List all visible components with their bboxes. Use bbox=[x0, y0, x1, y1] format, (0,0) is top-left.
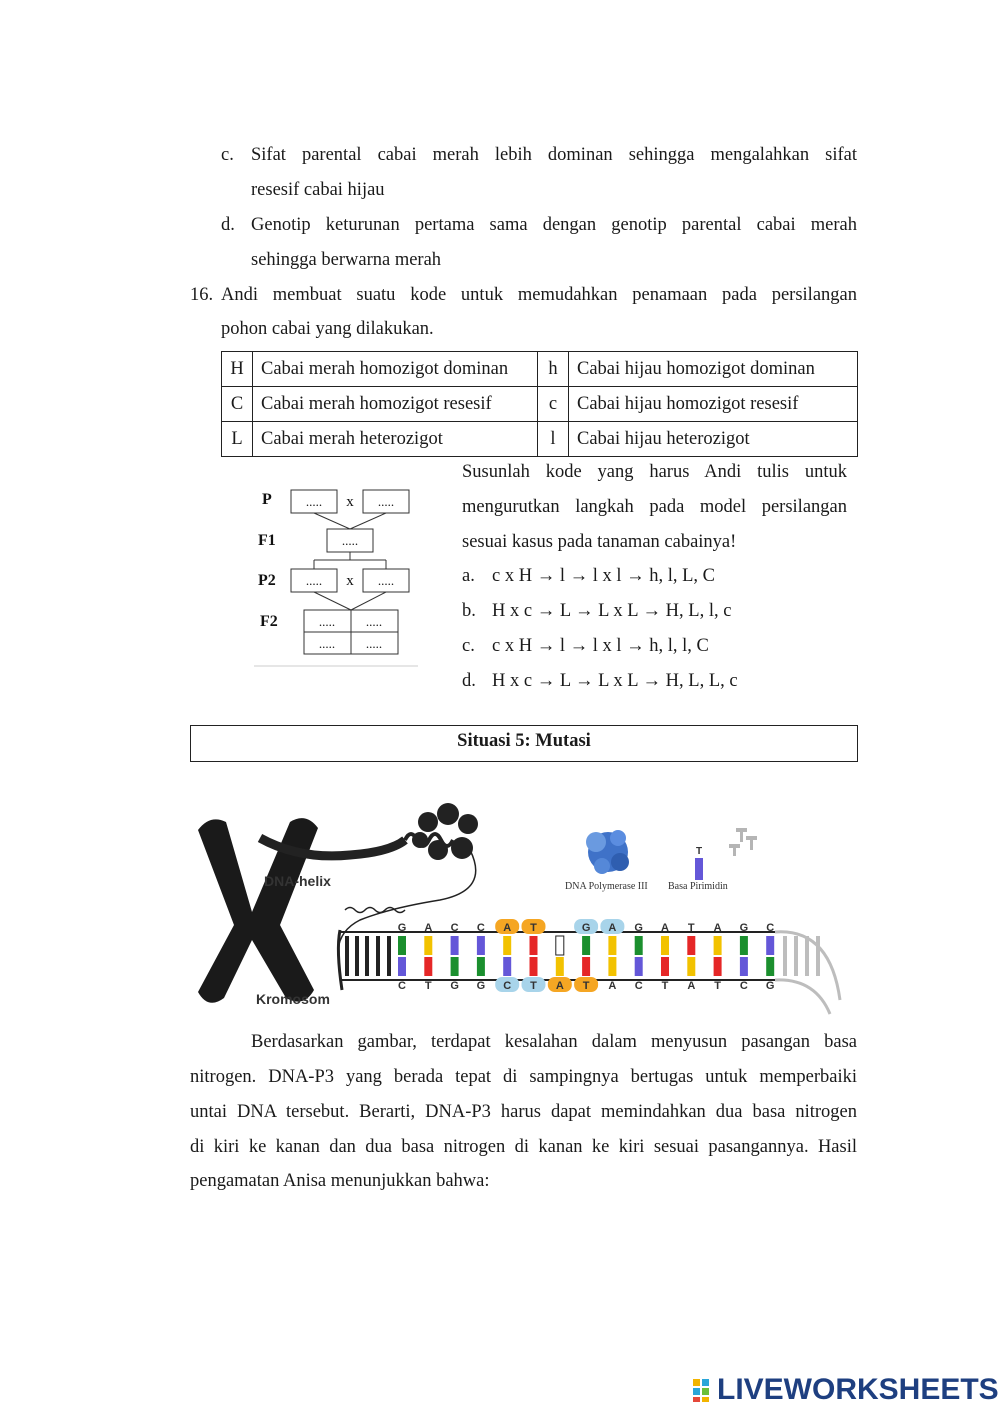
situation-title: Situasi 5: Mutasi bbox=[190, 725, 858, 762]
top-base-letter: C bbox=[766, 922, 775, 934]
top-base-letter: A bbox=[424, 922, 433, 934]
top-base-letter: T bbox=[687, 922, 695, 934]
bottom-base-mark bbox=[714, 957, 722, 976]
cross-diagram bbox=[250, 480, 422, 670]
pyrimidine-base-mark bbox=[695, 858, 703, 880]
diagram-cross: x bbox=[346, 573, 354, 589]
bottom-base-letter: T bbox=[714, 980, 721, 992]
top-base-mark bbox=[451, 936, 459, 955]
dna-ladder bbox=[338, 919, 840, 1014]
bottom-base-letter: T bbox=[530, 980, 537, 992]
top-base-mark bbox=[766, 936, 774, 955]
top-base-mark bbox=[503, 936, 511, 955]
top-base-letter: G bbox=[634, 922, 643, 934]
top-base-letter: A bbox=[713, 922, 722, 934]
top-base-letter: G bbox=[397, 922, 407, 934]
bottom-base-mark bbox=[451, 957, 459, 976]
code-table-row bbox=[222, 352, 858, 387]
top-base-mark bbox=[424, 936, 432, 955]
code-description-cell: Cabai hijau homozigot dominan bbox=[569, 352, 858, 387]
dna-helix-label: DNA-helix bbox=[264, 873, 331, 889]
answer-text: H x c → L → L x L → H, L, l, c bbox=[492, 601, 732, 621]
top-base-letter: C bbox=[476, 922, 485, 934]
code-description-cell: Cabai hijau heterozigot bbox=[569, 422, 858, 457]
option-letter: c. bbox=[221, 145, 234, 165]
bottom-base-letter: A bbox=[608, 980, 617, 992]
paragraph-line: pengamatan Anisa menunjukkan bahwa: bbox=[190, 1171, 490, 1191]
paragraph-line: di kiri ke kanan dan dua basa nitrogen di kanan ke kiri sesuai pasangannya. Hasil bbox=[190, 1137, 857, 1157]
kromosom-label: Kromosom bbox=[256, 991, 330, 1007]
bottom-base-mark bbox=[398, 957, 406, 976]
answer-letter: b. bbox=[462, 601, 476, 621]
diagram-blank: ..... bbox=[305, 494, 323, 509]
code-table bbox=[221, 351, 858, 457]
paragraph-line: Berdasarkan gambar, terdapat kesalahan dalam menyusun pasangan basa bbox=[251, 1032, 857, 1052]
diagram-blank: ..... bbox=[365, 636, 383, 651]
top-base-mark bbox=[687, 936, 695, 955]
diagram-blank: ..... bbox=[341, 533, 359, 548]
bottom-base-mark bbox=[556, 957, 564, 976]
liveworksheets-logo-icon bbox=[693, 1377, 717, 1403]
basa-pirimidin-label: Basa Pirimidin bbox=[668, 881, 728, 892]
diagram-label-p: P bbox=[262, 491, 272, 508]
bottom-base-letter: T bbox=[424, 980, 432, 992]
bottom-base-letter: G bbox=[450, 980, 459, 992]
bottom-base-mark bbox=[635, 957, 643, 976]
diagram-blank: ..... bbox=[365, 614, 383, 629]
bottom-base-letter: C bbox=[739, 980, 748, 992]
top-base-mark bbox=[398, 936, 406, 955]
bottom-base-letter: G bbox=[765, 980, 775, 992]
top-base-mark bbox=[635, 936, 643, 955]
bottom-base-mark bbox=[687, 957, 695, 976]
polymerase-label: DNA Polymerase III bbox=[565, 881, 648, 892]
paragraph-line: nitrogen. DNA-P3 yang berada tepat di sampingnya bertugas untuk memperbaiki bbox=[190, 1067, 857, 1087]
answer-letter: d. bbox=[462, 671, 476, 691]
top-base-mark bbox=[740, 936, 748, 955]
top-base-letter: G bbox=[581, 922, 591, 934]
bottom-base-letter: A bbox=[687, 980, 696, 992]
top-base-mark bbox=[530, 936, 538, 955]
option-text-line: Sifat parental cabai merah lebih dominan sehingga mengalahkan sifat bbox=[251, 145, 857, 165]
bottom-base-letter: C bbox=[634, 980, 643, 992]
top-base-letter: C bbox=[450, 922, 459, 934]
bottom-base-mark bbox=[503, 957, 511, 976]
option-text-line: Genotip keturunan pertama sama dengan genotip parental cabai merah bbox=[251, 215, 857, 235]
chromosome-image bbox=[198, 818, 318, 1003]
code-key-cell: l bbox=[538, 422, 569, 457]
dna-polymerase-image bbox=[586, 830, 629, 874]
bottom-base-mark bbox=[740, 957, 748, 976]
diagram-cross: x bbox=[346, 494, 354, 510]
bottom-base-mark bbox=[424, 957, 432, 976]
liveworksheets-brand: LIVEWORKSHEETS bbox=[717, 1373, 999, 1406]
bottom-base-mark bbox=[608, 957, 616, 976]
option-text-line: resesif cabai hijau bbox=[251, 180, 385, 200]
top-base-mark bbox=[582, 936, 590, 955]
bottom-base-letter: C bbox=[398, 980, 406, 992]
code-key-cell: c bbox=[538, 387, 569, 422]
question-prompt-line: mengurutkan langkah pada model persilangan bbox=[462, 497, 847, 517]
code-table-row bbox=[222, 422, 858, 457]
code-description-cell: Cabai hijau homozigot resesif bbox=[569, 387, 858, 422]
top-base-mark bbox=[477, 936, 485, 955]
diagram-label-f1: F1 bbox=[258, 532, 276, 549]
answer-letter: a. bbox=[462, 566, 475, 586]
answer-letter: c. bbox=[462, 636, 475, 656]
question-text-line: Andi membuat suatu kode untuk memudahkan penamaan pada persilangan bbox=[221, 285, 857, 305]
bottom-base-letter: C bbox=[503, 980, 512, 992]
question-prompt-line: Susunlah kode yang harus Andi tulis untuk bbox=[462, 462, 847, 482]
basa-letter: T bbox=[695, 846, 703, 857]
top-base-letter: G bbox=[739, 922, 749, 934]
bottom-base-mark bbox=[766, 957, 774, 976]
code-description-cell: Cabai merah homozigot dominan bbox=[253, 352, 538, 387]
diagram-label-p2: P2 bbox=[258, 572, 276, 589]
bottom-base-mark bbox=[661, 957, 669, 976]
code-key-cell: H bbox=[222, 352, 253, 387]
code-description-cell: Cabai merah heterozigot bbox=[253, 422, 538, 457]
bottom-base-mark bbox=[530, 957, 538, 976]
dna-figure bbox=[190, 800, 850, 1022]
liveworksheets-logo[interactable] bbox=[693, 1372, 999, 1408]
answer-text: c x H → l → l x l → h, l, l, C bbox=[492, 636, 709, 656]
bottom-base-letter: G bbox=[476, 980, 486, 992]
top-base-letter: A bbox=[661, 922, 669, 934]
diagram-label-f2: F2 bbox=[260, 613, 278, 630]
diagram-blank: ..... bbox=[305, 573, 323, 588]
top-base-mark bbox=[556, 936, 564, 955]
top-base-mark bbox=[608, 936, 616, 955]
top-base-letter: A bbox=[503, 922, 512, 934]
question-prompt-line: sesuai kasus pada tanaman cabainya! bbox=[462, 532, 737, 552]
paragraph-line: untai DNA tersebut. Berarti, DNA-P3 harus dapat memindahkan dua basa nitrogen bbox=[190, 1102, 857, 1122]
top-base-mark bbox=[661, 936, 669, 955]
top-base-letter: A bbox=[608, 922, 617, 934]
top-base-letter: T bbox=[530, 922, 537, 934]
bottom-base-letter: T bbox=[661, 980, 669, 992]
code-table-row bbox=[222, 387, 858, 422]
answer-text: c x H → l → l x l → h, l, L, C bbox=[492, 566, 716, 586]
diagram-blank: ..... bbox=[318, 636, 336, 651]
diagram-blank: ..... bbox=[377, 494, 395, 509]
code-description-cell: Cabai merah homozigot resesif bbox=[253, 387, 538, 422]
question-number: 16. bbox=[190, 285, 214, 305]
answer-text: H x c → L → L x L → H, L, L, c bbox=[492, 671, 738, 691]
diagram-blank: ..... bbox=[377, 573, 395, 588]
bottom-base-letter: T bbox=[582, 980, 590, 992]
bottom-base-mark bbox=[582, 957, 590, 976]
top-base-mark bbox=[714, 936, 722, 955]
code-key-cell: L bbox=[222, 422, 253, 457]
option-text-line: sehingga berwarna merah bbox=[251, 250, 442, 270]
diagram-blank: ..... bbox=[318, 614, 336, 629]
code-key-cell: h bbox=[538, 352, 569, 387]
option-letter: d. bbox=[221, 215, 235, 235]
question-text-line: pohon cabai yang dilakukan. bbox=[221, 319, 434, 339]
code-key-cell: C bbox=[222, 387, 253, 422]
bottom-base-letter: A bbox=[555, 980, 564, 992]
scatter-bases-image bbox=[729, 828, 757, 856]
bottom-base-mark bbox=[477, 957, 485, 976]
